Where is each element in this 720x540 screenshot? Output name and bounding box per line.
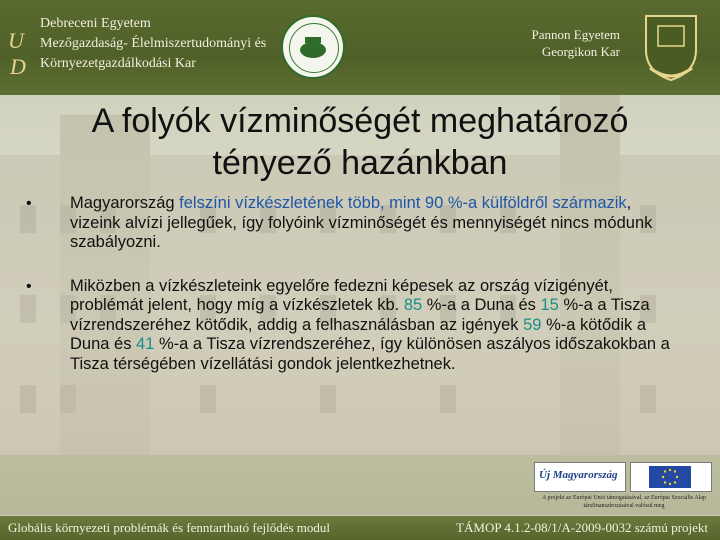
pannon-name (500, 26, 620, 60)
bullet-dot-icon: • (26, 195, 32, 212)
svg-text:U: U (8, 28, 24, 53)
bullet-number: 59 (523, 315, 542, 334)
bullet-number: 15 (540, 296, 559, 314)
svg-text:D: D (10, 54, 26, 79)
bullet-text-segment: %-a a Tisza vízrendszeréhez kötődik, addig a felhasználásban az igények (70, 296, 650, 334)
bullet-text-segment: %-a a Duna és (422, 296, 541, 314)
footer-module-title: Globális környezeti problémák és fenntartható fejlődés modul (8, 520, 331, 535)
eu-flag-icon (630, 462, 712, 492)
bullet-item (26, 194, 676, 253)
bullet-number: 41 (136, 335, 155, 353)
pannon-line-2: Georgikon Kar (541, 44, 620, 59)
bullet-item (26, 277, 676, 375)
title-line-1: A folyók vízminőségét meghatározó (91, 102, 629, 140)
slide-title (20, 100, 700, 184)
university-line-1: Debreceni Egyetem (40, 16, 151, 31)
bullet-text-segment: , vizeink alvízi jellegűek, így folyóink vízminőségét és mennyiségét nincs módunk szabályozni. (70, 194, 653, 251)
title-line-2: tényező hazánkban (212, 144, 508, 182)
bullet-text-segment: Magyarország (70, 194, 180, 212)
university-seal-icon (281, 15, 345, 79)
funding-badges (534, 460, 714, 516)
pannon-line-1: Pannon Egyetem (531, 27, 620, 42)
university-line-3: Környezetgazdálkodási Kar (40, 56, 196, 71)
bullet-text-segment: %-a kötődik a Duna és (70, 315, 647, 353)
uj-magyarorszag-logo (534, 462, 626, 492)
bullet-highlight: felszíni vízkészletének több, mint 90 %-a külföldről származik (179, 194, 627, 212)
bullet-number: 85 (403, 296, 423, 314)
footer-bar (0, 516, 720, 540)
bullet-text-segment: Miközben a vízkészleteink egyelőre fedezni képesek az ország vízigényét, problémát jelent, hogy míg a vízkészletek kb. (70, 276, 613, 314)
bullet-list (26, 194, 676, 398)
ud-logo-icon (6, 8, 30, 88)
bullet-text-segment: %-a a Tisza vízrendszeréhez, így különösen aszályos időszakokban a Tisza térségében vízellátási gondok jelentkezhetnek. (70, 335, 670, 373)
header-banner (0, 0, 720, 95)
university-line-2: Mezőgazdaság- Élelmiszertudományi és (40, 36, 267, 51)
university-name (40, 14, 266, 74)
georgikon-shield-icon (640, 10, 702, 82)
uj-magyarorszag-text: Új Magyarország (539, 469, 618, 481)
funding-note: A projekt az Európai Unió támogatásával, az Európai Szociális Alap társfinanszírozásával valósul meg (542, 495, 706, 509)
bullet-dot-icon: • (26, 277, 32, 295)
footer-project-id: TÁMOP 4.1.2-08/1/A-2009-0032 számú projekt (456, 520, 708, 535)
